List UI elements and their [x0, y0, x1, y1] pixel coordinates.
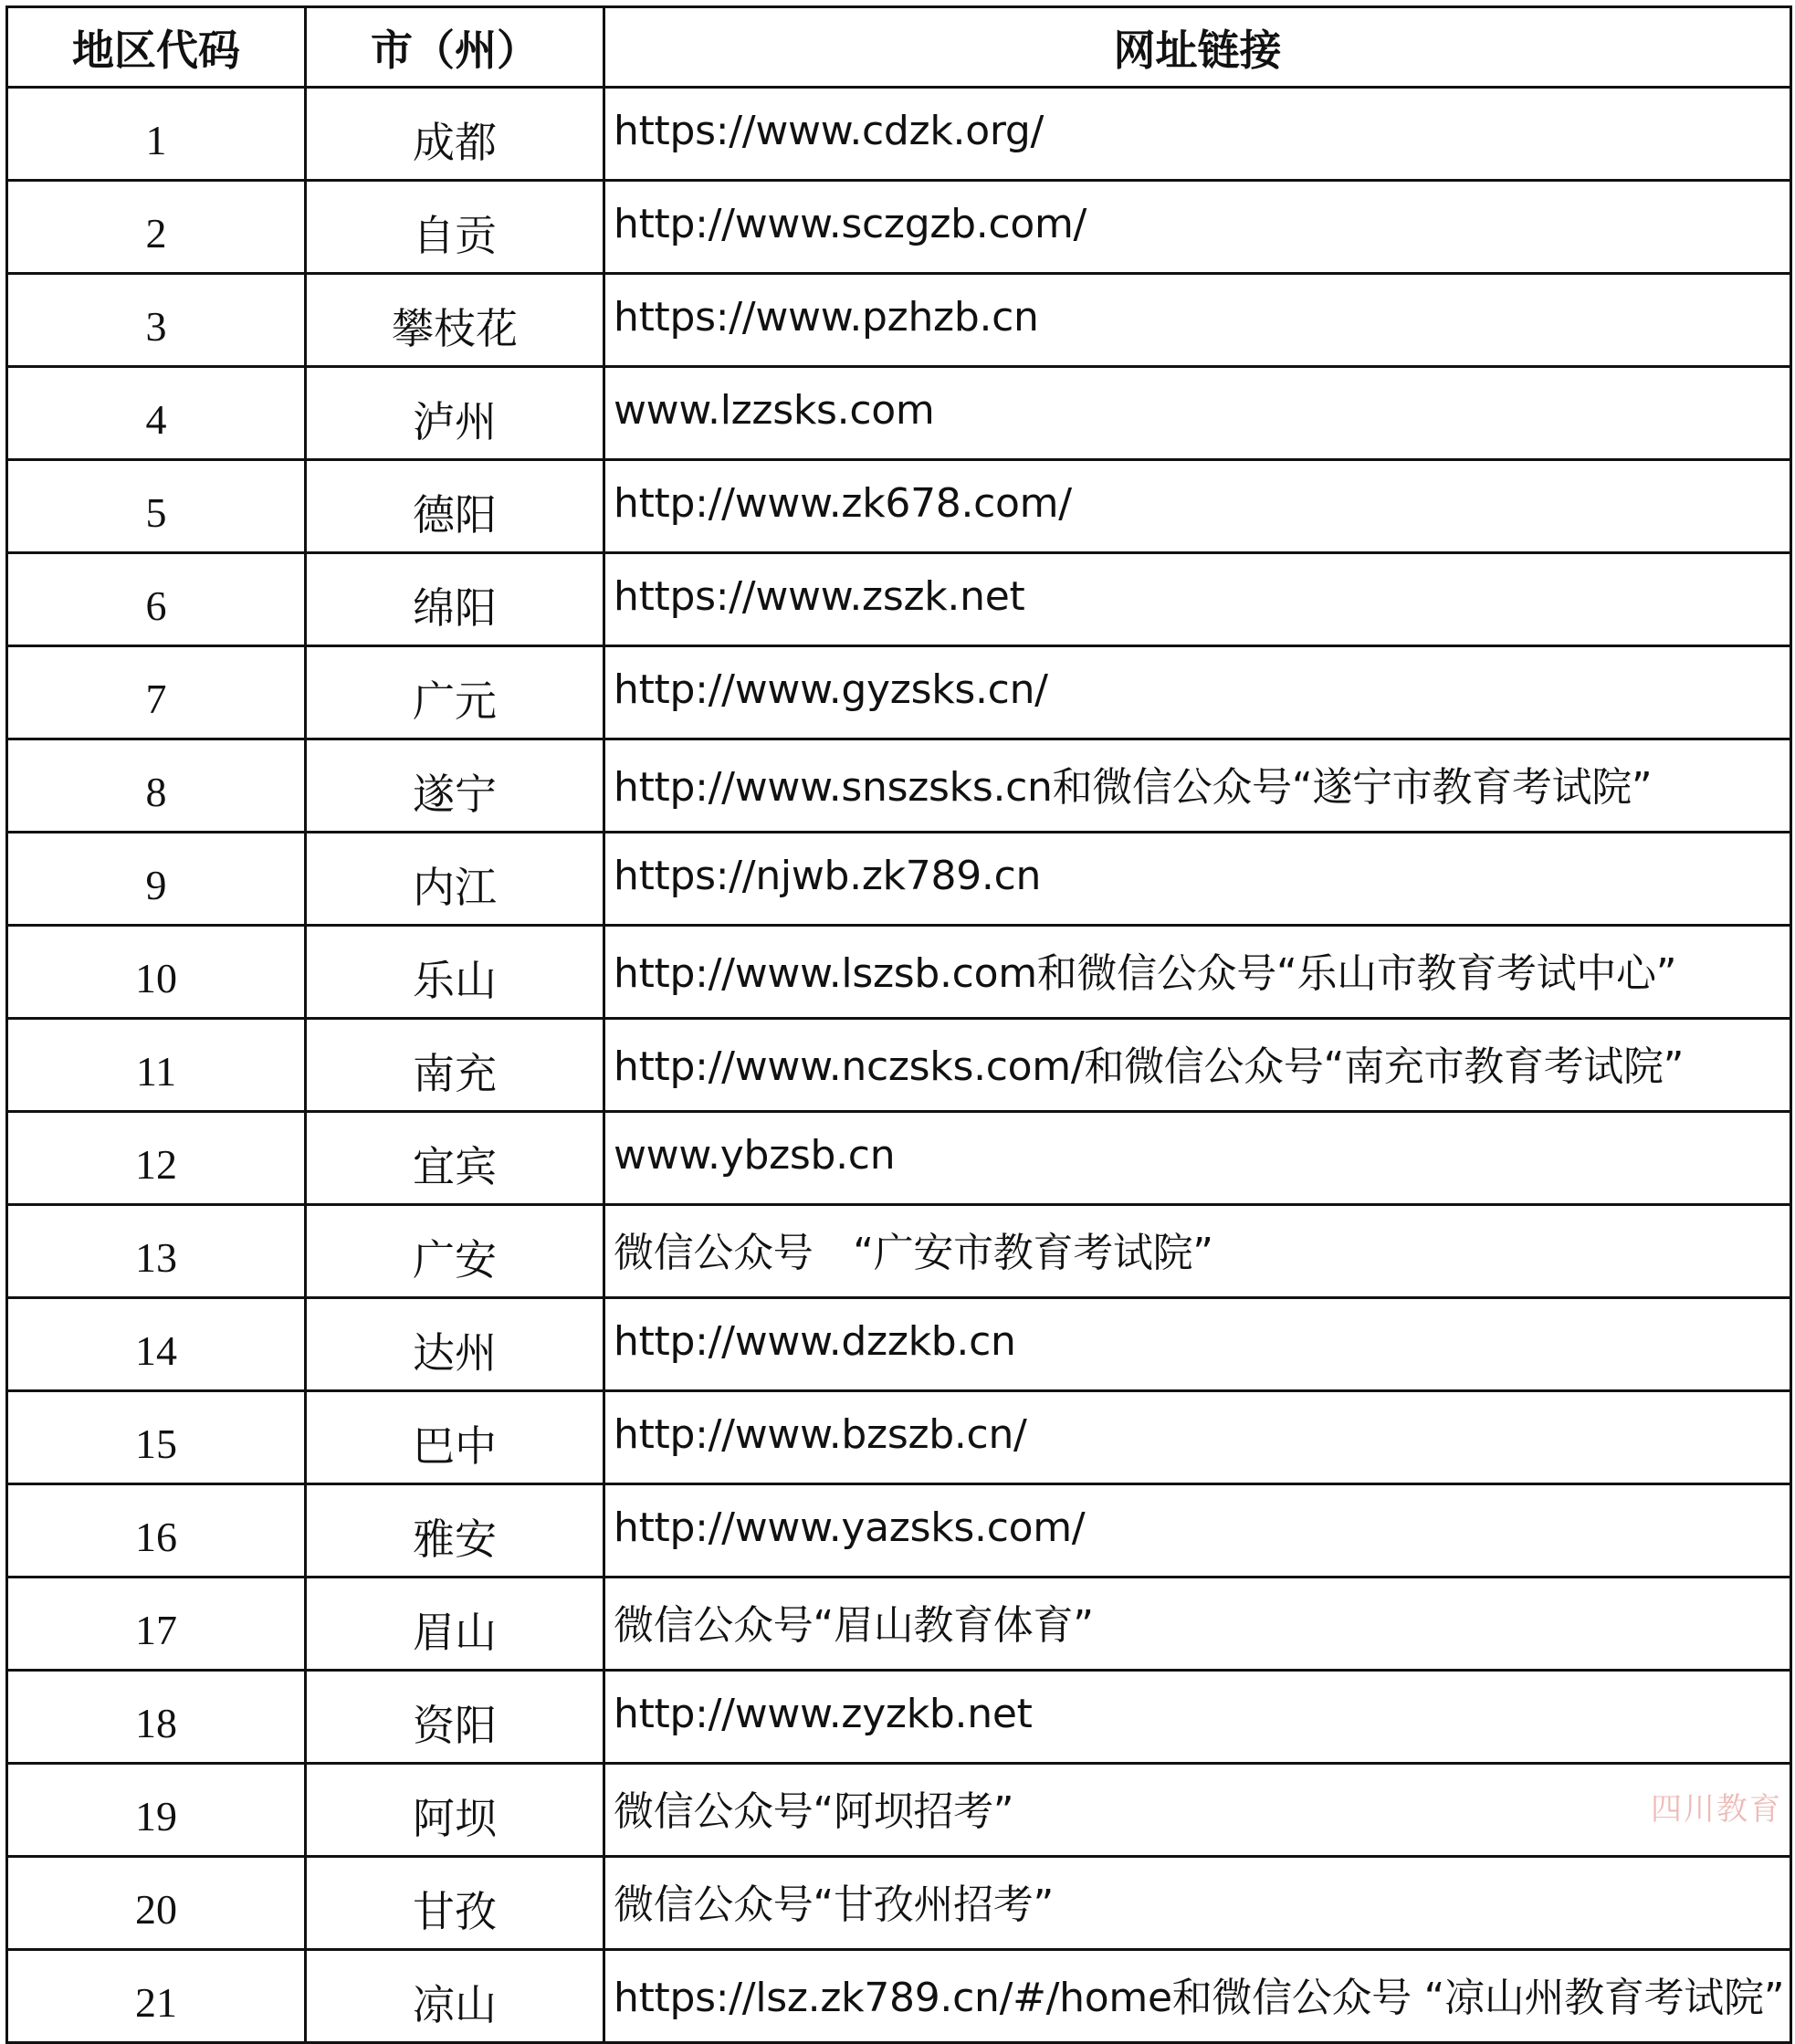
website-link-cell: www.ybzsb.cn	[604, 1112, 1791, 1205]
table-row	[7, 1764, 1791, 1857]
website-link-cell: http://www.lszsb.com和微信公众号“乐山市教育考试中心”	[604, 926, 1791, 1019]
city-name-cell: 巴中	[306, 1391, 604, 1484]
city-name-cell: 遂宁	[306, 739, 604, 833]
region-code-cell: 13	[7, 1205, 306, 1298]
city-name-cell: 甘孜	[306, 1857, 604, 1950]
region-code-cell: 19	[7, 1764, 306, 1857]
city-name-cell: 成都	[306, 88, 604, 181]
table-row	[7, 1671, 1791, 1764]
city-name-cell: 广安	[306, 1205, 604, 1298]
website-link-cell: www.lzzsks.com	[604, 367, 1791, 460]
header-website-link: 网址链接	[604, 7, 1791, 88]
website-link-cell: https://www.pzhzb.cn	[604, 274, 1791, 367]
region-code-cell: 14	[7, 1298, 306, 1391]
website-link-cell: https://njwb.zk789.cn	[604, 833, 1791, 926]
table-row	[7, 1019, 1791, 1112]
city-name-cell: 雅安	[306, 1484, 604, 1578]
website-link-cell: https://lsz.zk789.cn/#/home和微信公众号 “凉山州教育考试院”	[604, 1950, 1791, 2043]
table-row	[7, 1298, 1791, 1391]
region-code-cell: 1	[7, 88, 306, 181]
table-row	[7, 1112, 1791, 1205]
table-row	[7, 88, 1791, 181]
table-row	[7, 460, 1791, 553]
table-row	[7, 1578, 1791, 1671]
region-code-cell: 16	[7, 1484, 306, 1578]
table-row	[7, 1484, 1791, 1578]
region-code-cell: 7	[7, 646, 306, 739]
table-row	[7, 1205, 1791, 1298]
city-name-cell: 南充	[306, 1019, 604, 1112]
city-name-cell: 德阳	[306, 460, 604, 553]
city-name-cell: 达州	[306, 1298, 604, 1391]
region-link-table	[5, 5, 1792, 2044]
website-link-cell: http://www.gyzsks.cn/	[604, 646, 1791, 739]
region-code-cell: 4	[7, 367, 306, 460]
table-row	[7, 926, 1791, 1019]
table-row	[7, 274, 1791, 367]
region-code-cell: 10	[7, 926, 306, 1019]
region-code-cell: 15	[7, 1391, 306, 1484]
city-name-cell: 乐山	[306, 926, 604, 1019]
table-body	[7, 88, 1791, 2043]
watermark: 四川教育	[1651, 1791, 1782, 1828]
website-link-cell: http://www.nczsks.com/和微信公众号“南充市教育考试院”	[604, 1019, 1791, 1112]
website-link-cell: 微信公众号“甘孜州招考”	[604, 1857, 1791, 1950]
header-city: 市（州）	[306, 7, 604, 88]
website-link-cell: 微信公众号“阿坝招考”	[604, 1764, 1791, 1857]
header-region-code: 地区代码	[7, 7, 306, 88]
website-link-cell: https://www.cdzk.org/	[604, 88, 1791, 181]
table-row	[7, 553, 1791, 646]
website-link-cell: http://www.yazsks.com/	[604, 1484, 1791, 1578]
region-code-cell: 11	[7, 1019, 306, 1112]
city-name-cell: 凉山	[306, 1950, 604, 2043]
region-code-cell: 12	[7, 1112, 306, 1205]
table-row	[7, 367, 1791, 460]
document-sheet	[5, 5, 1790, 2044]
table-row	[7, 833, 1791, 926]
city-name-cell: 泸州	[306, 367, 604, 460]
website-link-cell: https://www.zszk.net	[604, 553, 1791, 646]
city-name-cell: 眉山	[306, 1578, 604, 1671]
header-row	[7, 7, 1791, 88]
city-name-cell: 资阳	[306, 1671, 604, 1764]
region-code-cell: 17	[7, 1578, 306, 1671]
city-name-cell: 绵阳	[306, 553, 604, 646]
region-code-cell: 21	[7, 1950, 306, 2043]
region-code-cell: 5	[7, 460, 306, 553]
table-row	[7, 1950, 1791, 2043]
website-link-cell: 微信公众号“眉山教育体育”	[604, 1578, 1791, 1671]
table-row	[7, 1391, 1791, 1484]
website-link-cell: http://www.sczgzb.com/	[604, 181, 1791, 274]
city-name-cell: 攀枝花	[306, 274, 604, 367]
region-code-cell: 8	[7, 739, 306, 833]
region-code-cell: 20	[7, 1857, 306, 1950]
city-name-cell: 内江	[306, 833, 604, 926]
website-link-cell: http://www.snszsks.cn和微信公众号“遂宁市教育考试院”	[604, 739, 1791, 833]
region-code-cell: 6	[7, 553, 306, 646]
city-name-cell: 宜宾	[306, 1112, 604, 1205]
table-row	[7, 181, 1791, 274]
website-link-cell: 微信公众号 “广安市教育考试院”	[604, 1205, 1791, 1298]
city-name-cell: 广元	[306, 646, 604, 739]
city-name-cell: 阿坝	[306, 1764, 604, 1857]
region-code-cell: 9	[7, 833, 306, 926]
table-row	[7, 739, 1791, 833]
website-link-cell: http://www.dzzkb.cn	[604, 1298, 1791, 1391]
region-code-cell: 3	[7, 274, 306, 367]
website-link-cell: http://www.zyzkb.net	[604, 1671, 1791, 1764]
region-code-cell: 2	[7, 181, 306, 274]
website-link-cell: http://www.zk678.com/	[604, 460, 1791, 553]
table-row	[7, 646, 1791, 739]
website-link-cell: http://www.bzszb.cn/	[604, 1391, 1791, 1484]
region-code-cell: 18	[7, 1671, 306, 1764]
table-row	[7, 1857, 1791, 1950]
city-name-cell: 自贡	[306, 181, 604, 274]
